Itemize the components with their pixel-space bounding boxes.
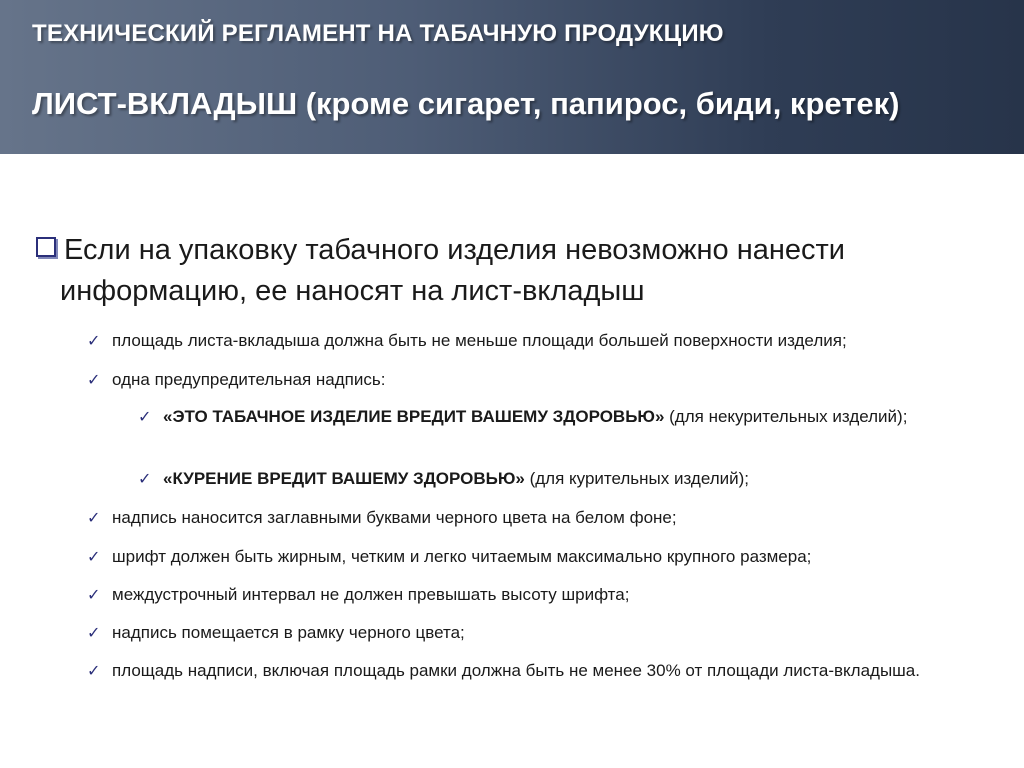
check-icon: ✓ bbox=[87, 370, 101, 389]
check-icon: ✓ bbox=[87, 508, 101, 527]
list-item-text: площадь листа-вкладыша должна быть не меньше площади большей поверхности изделия; bbox=[112, 331, 847, 350]
check-icon: ✓ bbox=[138, 407, 152, 426]
list-item bbox=[138, 405, 1013, 428]
list-item-bold: «ЭТО ТАБАЧНОЕ ИЗДЕЛИЕ ВРЕДИТ ВАШЕМУ ЗДОРОВЬЮ» bbox=[163, 407, 665, 426]
list-item bbox=[87, 583, 992, 606]
check-icon: ✓ bbox=[138, 469, 152, 488]
main-point-line2: информацию, ее наносят на лист-вкладыш bbox=[60, 275, 645, 307]
list-item-text: надпись наносится заглавными буквами черного цвета на белом фоне; bbox=[112, 508, 677, 527]
list-item-bold: «КУРЕНИЕ ВРЕДИТ ВАШЕМУ ЗДОРОВЬЮ» bbox=[163, 469, 525, 488]
slide-subtitle: ЛИСТ-ВКЛАДЫШ (кроме сигарет, папирос, биди, кретек) bbox=[32, 86, 900, 121]
main-point bbox=[36, 230, 1014, 312]
list-item bbox=[87, 506, 992, 529]
list-item bbox=[87, 545, 992, 568]
check-icon: ✓ bbox=[87, 661, 101, 680]
check-icon: ✓ bbox=[87, 623, 101, 642]
list-item bbox=[87, 621, 992, 644]
main-point-line1: Если на упаковку табачного изделия невозможно нанести bbox=[64, 234, 846, 266]
list-item-text: шрифт должен быть жирным, четким и легко читаемым максимально крупного размера; bbox=[112, 547, 812, 566]
check-icon: ✓ bbox=[87, 331, 101, 350]
slide-title: ТЕХНИЧЕСКИЙ РЕГЛАМЕНТ НА ТАБАЧНУЮ ПРОДУКЦИЮ bbox=[32, 20, 724, 47]
list-item bbox=[87, 368, 992, 391]
slide-header bbox=[0, 0, 1024, 154]
list-item-text: площадь надписи, включая площадь рамки должна быть не менее 30% от площади листа-вкладыша. bbox=[112, 661, 920, 680]
checkbox-icon bbox=[36, 237, 56, 257]
check-icon: ✓ bbox=[87, 547, 101, 566]
list-item-text: надпись помещается в рамку черного цвета; bbox=[112, 623, 465, 642]
list-item-text: междустрочный интервал не должен превышать высоту шрифта; bbox=[112, 585, 630, 604]
list-item-text: (для курительных изделий); bbox=[524, 469, 750, 488]
list-item bbox=[138, 467, 1013, 490]
check-icon: ✓ bbox=[87, 585, 101, 604]
list-item bbox=[87, 659, 1013, 682]
list-item bbox=[87, 329, 992, 352]
list-item-text: одна предупредительная надпись: bbox=[112, 370, 386, 389]
list-item-text: (для некурительных изделий); bbox=[664, 407, 908, 426]
